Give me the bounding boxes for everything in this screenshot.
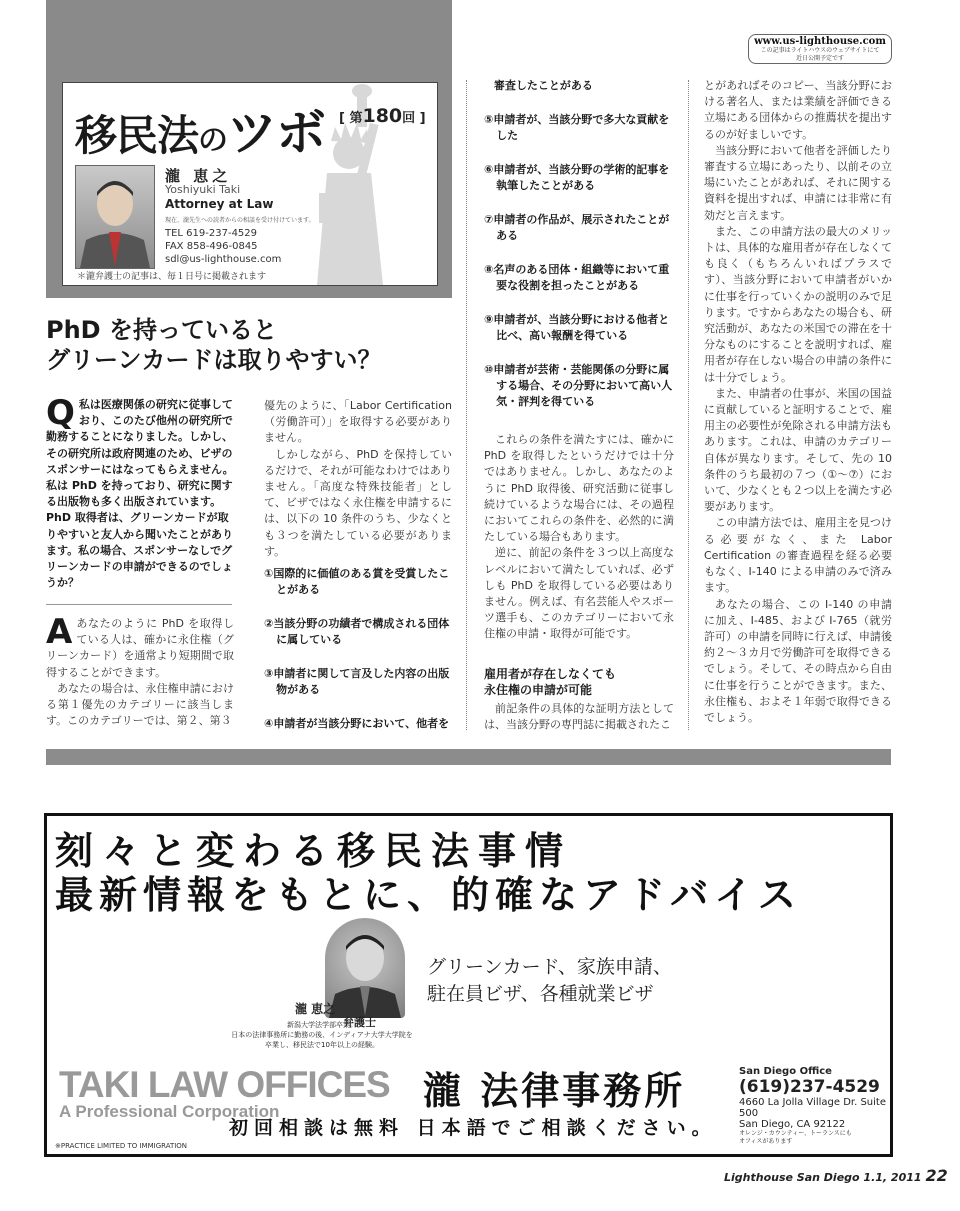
ad-firm-subtitle: A Professional Corporation (59, 1102, 280, 1121)
ad-headline-2: 最新情報をもとに、的確なアドバイス (55, 873, 802, 917)
condition-5: ⑤申請者が、当該分野で多大な貢献をした (484, 113, 670, 142)
subhead-line-2: 永住権の申請が可能 (484, 683, 593, 697)
ad-attorney-photo (325, 918, 405, 1018)
column-title-particle: の (198, 123, 228, 158)
series-suffix: 回 ] (402, 111, 426, 126)
condition-9: ⑨申請者が、当該分野における他者と比べ、高い報酬を得ている (484, 313, 670, 342)
ad-practice-note: ※PRACTICE LIMITED TO IMMIGRATION (55, 1142, 188, 1150)
ad-bio-line-3: 卒業し、移民法で10年以上の経験。 (265, 1041, 379, 1049)
question-text: 私は医療関係の研究に従事しており、このたび他州の研究所で勤務することになりました。しかし、その研究所は政府関連のため、ビザのスポンサーにはなってもらえません。私は PhD を持っており、研究に関する出版物も多く出版されています。PhD 取得者は、グリーンカードが取りやすいと友人から聞いたことがあります。私の場合、スポンサーなしでグリーンカードの申請ができるのでしょうか？ (46, 398, 234, 590)
publication-info: Lighthouse San Diego 1.1, 2011 (724, 1171, 922, 1184)
ad-free-consultation: 初回相談は無料 日本語でご相談ください。 (229, 1117, 717, 1139)
ad-headline-1: 刻々と変わる移民法事情 (55, 829, 573, 873)
condition-3: ③申請者に関して言及した内容の出版物がある (264, 667, 450, 696)
ad-office-label: San Diego Office (739, 1066, 832, 1077)
section-divider-bar (46, 749, 891, 765)
ad-office-address-1: 4660 La Jolla Village Dr. Suite 500 (739, 1097, 886, 1119)
column-4-text (704, 78, 892, 726)
column-rule-2 (688, 80, 689, 730)
ad-services (427, 954, 672, 1008)
ad-attorney-bio (207, 1020, 437, 1050)
col4-paragraph-4: また、申請者の仕事が、米国の国益に貢献していると証明することで、雇用主の必要性が免除される申請方法もあります。これは、申請のカテゴリー自体が異なります。そして、先の 10 条件のうち最初の７つ（①〜⑦）において、少なくとも２つ以上を満たす必要があります。 (704, 386, 892, 514)
ad-firm-name-jp: 瀧 法律事務所 (423, 1069, 686, 1113)
ad-bio-line-2: 日本の法律事務所に勤務の後、インディアナ大学大学院を (231, 1031, 413, 1039)
column-3-text (484, 432, 674, 643)
condition-8: ⑧名声のある団体・組織等において重要な役割を担ったことがある (484, 263, 670, 292)
qa-divider (46, 604, 232, 605)
condition-4: ④申請者が当該分野において、他者を (264, 717, 450, 730)
column-title (75, 93, 325, 165)
headline-line-1: PhD を持っていると (46, 316, 277, 344)
law-office-advertisement (44, 813, 893, 1157)
series-count: 180 (362, 105, 403, 127)
condition-4-cont: 審査したことがある (493, 79, 593, 92)
headline-line-2: グリーンカードは取りやすい？ (46, 346, 382, 374)
condition-2: ②当該分野の功績者で構成される団体に属している (264, 617, 450, 646)
column-2-text (264, 398, 452, 560)
author-contact (165, 227, 281, 266)
condition-10: ⑩申請者が芸術・芸能関係の分野に属する場合、その分野において高い人気・評判を得ている (484, 363, 673, 408)
page-number: 22 (925, 1166, 948, 1185)
condition-6: ⑥申請者が、当該分野の学術的記事を執筆したことがある (484, 163, 670, 192)
ad-bio-line-1: 新潟大学法学部卒業。 (287, 1021, 357, 1029)
answer-paragraph-2: あなたの場合は、永住権申請における第１優先のカテゴリーに該当します。このカテゴリーでは、第２、第３ (46, 681, 234, 728)
condition-7: ⑦申請者の作品が、展示されたことがある (484, 213, 670, 242)
author-email[interactable]: sdl@us-lighthouse.com (165, 254, 282, 265)
col4-paragraph-6: あなたの場合、この I-140 の申請に加え、I-485、および I-765（就労許可）の申請を同時に行えば、申請後約２〜３カ月で労働許可を取得できるでしょう。そして、その時点から自由に仕事を行うことができます。また、永住権も、およそ１年弱で取得できるでしょう。 (704, 597, 892, 724)
ad-office-tel[interactable]: (619)237-4529 (739, 1077, 880, 1097)
series-prefix: [ 第 (339, 111, 363, 126)
col4-paragraph-5: この申請方法では、雇用主を見つける必要がなく、また Labor Certification の審査過程を経る必要もなく、I-140 による申請のみで済みます。 (704, 516, 892, 595)
author-portrait-icon (76, 166, 154, 268)
ad-attorney-title: 弁護士 (343, 1016, 376, 1029)
website-url[interactable]: www.us-lighthouse.com (754, 36, 886, 47)
ad-office-address-2: San Diego, CA 92122 (739, 1119, 846, 1130)
author-photo (75, 165, 155, 269)
section-subhead (484, 666, 674, 698)
ad-services-line-2: 駐在員ビザ、各種就業ビザ (427, 983, 654, 1005)
col4-paragraph-3: また、この申請方法の最大のメリットは、具体的な雇用者が存在しなくても良く（もちろんいればプラスです）、当該分野において申請者がいかに仕事を行っていくかの説明のみで足ります。ですからあなたの場合も、研究活動が、あなたの米国での滞在を十分なものにすることを説明すれば、雇用者が存在しない場合の申請の条件には十分でしょう。 (704, 224, 892, 384)
author-tel: TEL 619-237-4529 (165, 228, 258, 239)
ad-office-info (739, 1066, 890, 1146)
series-number (339, 105, 426, 127)
ad-office-note-1: オレンジ・カウンティー、トーランスにも (739, 1130, 852, 1137)
ad-office-note-2: オフィスがあります (739, 1138, 793, 1145)
answer-dropcap: A (46, 612, 73, 652)
page-footer (724, 1166, 948, 1185)
column-header (62, 82, 438, 286)
author-roman-name: Yoshiyuki Taki (165, 183, 241, 196)
col4-paragraph-2: 当該分野において他者を評価したり審査する立場にあったり、以前その立場にいたことがあれば、それに関する資料を提出すれば、申請には非常に有効だと言えます。 (704, 143, 892, 222)
col2-paragraph-1: 優先のように、「Labor Certification（労働許可）」を取得する必要がありません。 (264, 399, 452, 445)
answer-block (46, 612, 234, 729)
column-title-tsubo: ツボ (227, 104, 326, 162)
question-block (46, 393, 234, 591)
col3-paragraph-3 (484, 701, 674, 733)
column-rule-1 (466, 80, 467, 730)
issue-note: ＊瀧弁護士の記事は、毎１日号に掲載されます (77, 272, 267, 282)
ad-services-line-1: グリーンカード、家族申請、 (427, 956, 672, 978)
col3-paragraph-1: これらの条件を満たすには、確かに PhD を取得したというだけでは十分ではありません。しかし、あなたのように PhD 取得後、研究活動に従事し続けているような場合には、その過程においてこれらの条件を、必然的に満たしている場合もあります。 (484, 433, 674, 544)
conditions-list-b (484, 78, 674, 428)
column-title-main: 移民法 (75, 111, 199, 160)
question-dropcap: Q (46, 393, 75, 433)
author-fax: FAX 858-496-0845 (165, 241, 258, 252)
conditions-list-a (264, 566, 452, 750)
col3-paragraph-3-text: 前記条件の具体的な証明方法としては、当該分野の専門誌に掲載されたこ (484, 702, 674, 732)
condition-1: ①国際的に価値のある賞を受賞したことがある (264, 567, 450, 596)
website-badge[interactable] (748, 34, 892, 64)
ad-firm-name-en: TAKI LAW OFFICES (59, 1064, 390, 1105)
author-note: 現在、瀧先生への読者からの相談を受け付けています。 (165, 217, 315, 224)
website-note-line1: この記事はライトハウスのウェブサイトにて (760, 47, 880, 54)
col4-paragraph-1: とがあればそのコピー、当該分野における著名人、または業績を評価できる立場にある団体からの推薦状を提出するのが好ましいです。 (704, 79, 892, 141)
col3-paragraph-2: 逆に、前記の条件を３つ以上高度なレベルにおいて満たしていれば、必ずしも PhD を取得している必要はありません。例えば、有名芸能人やスポーツ選手も、このカテゴリーにおいて永住権の申請・取得が可能です。 (484, 546, 674, 641)
author-name: 瀧 恵之 (165, 167, 232, 185)
website-note-line2: 近日公開予定です (795, 55, 844, 62)
author-role: Attorney at Law (165, 197, 274, 211)
col2-paragraph-2: しかしながら、PhD を保持しているだけで、それが可能なわけではありません。「高度な特殊技能者」として、ビザではなく永住権を申請するには、以下の 10 条件のうち、少なくとも３つを満たしている必要があります。 (264, 447, 452, 558)
attorney-portrait-icon (325, 918, 405, 1018)
subhead-line-1: 雇用者が存在しなくても (484, 667, 617, 681)
ad-attorney-name: 瀧 恵之 (295, 1002, 336, 1016)
article-headline (46, 315, 446, 375)
answer-paragraph-1: あなたのように PhD を取得している人は、確かに永住権（グリーンカード）を通常より短期間で取得することができます。 (46, 617, 234, 679)
